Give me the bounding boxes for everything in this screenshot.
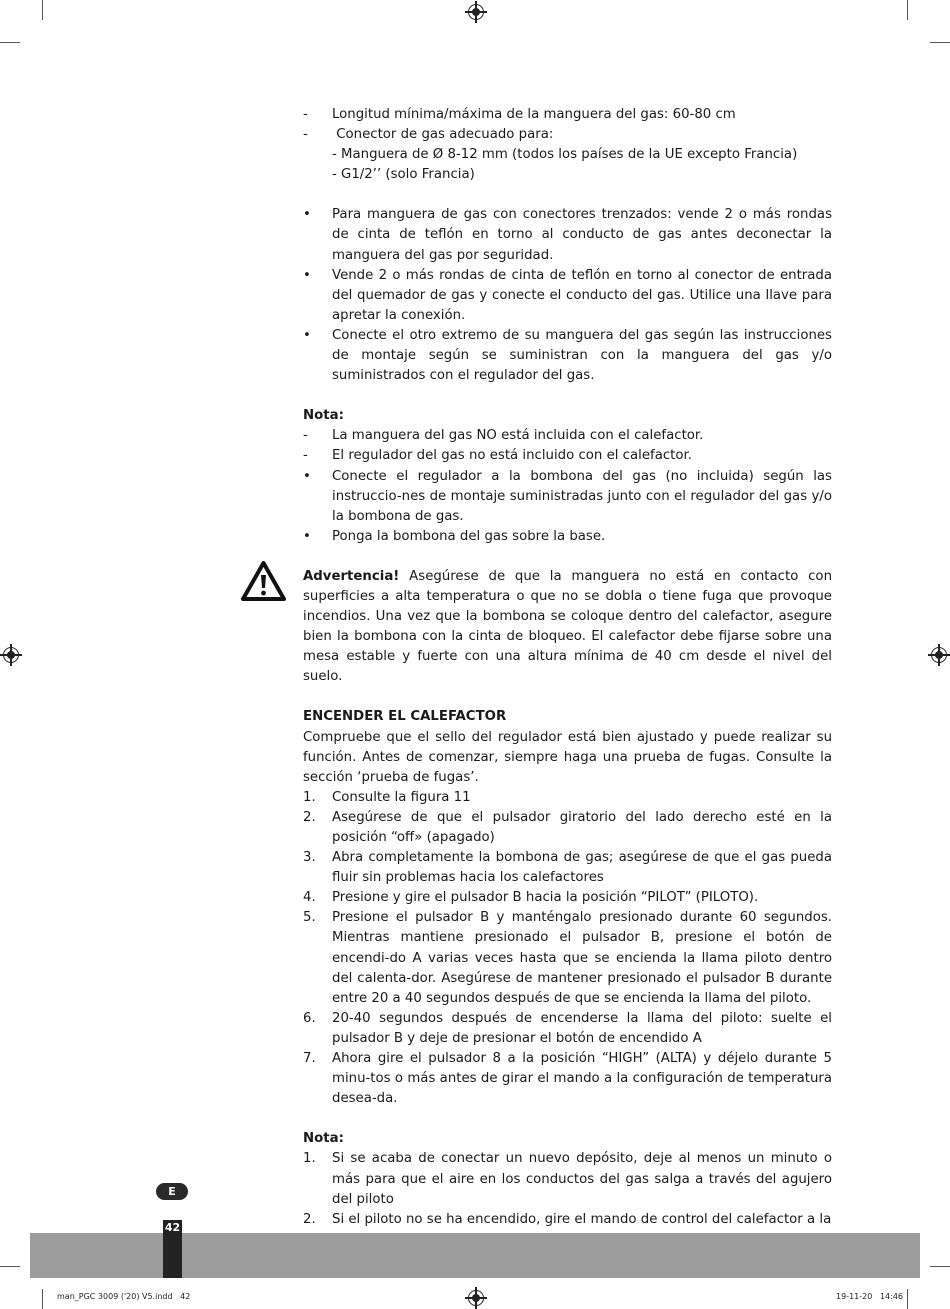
registration-mark-icon xyxy=(3,647,19,663)
crop-mark xyxy=(907,0,908,20)
crop-mark xyxy=(0,42,20,43)
footer-file-info: man_PGC 3009 ('20) V5.indd 42 xyxy=(57,1292,191,1301)
note-heading: Nota: xyxy=(303,408,344,424)
crop-mark xyxy=(907,1289,908,1309)
step-item: 1. Consulte la figura 11 xyxy=(303,789,471,805)
step-item: 2. Asegúrese de que el pulsador giratorio del lado derecho esté en la posición “off» (apagado) xyxy=(303,809,832,845)
registration-mark-icon xyxy=(931,647,947,663)
document-body xyxy=(303,105,832,1230)
note-item: 2. Si el piloto no se ha encendido, gire el mando de control del calefactor a la xyxy=(303,1211,832,1227)
step-item: 4. Presione y gire el pulsador B hacia la posición “PILOT” (PILOTO). xyxy=(303,890,759,906)
warning-triangle-icon xyxy=(240,560,287,602)
bullet-item: • Conecte el otro extremo de su manguera del gas según las instrucciones de montaje según se suministran con la manguera del gas y/o suministrados con el regulador del gas. xyxy=(303,327,832,384)
list-item: - Conector de gas adecuado para: xyxy=(303,127,554,143)
crop-mark xyxy=(930,1266,950,1267)
sub-list-item: - G1/2’’ (solo Francia) xyxy=(332,167,475,183)
registration-mark-icon xyxy=(468,1290,484,1306)
note-item: 1. Si se acaba de conectar un nuevo depósito, deje al menos un minuto o más para que el aire en los conductos del gas salga a través del agujero del piloto xyxy=(303,1151,832,1207)
note-item: - El regulador del gas no está incluido con el calefactor. xyxy=(303,448,692,464)
step-item: 7. Ahora gire el pulsador 8 a la posición “HIGH” (ALTA) y déjelo durante 5 minu-tos o más antes de girar el mando a la configuración de temperatura desea-da. xyxy=(303,1051,832,1107)
footer-datetime: 19-11-20 14:46 xyxy=(836,1292,903,1301)
note-heading: Nota: xyxy=(303,1131,344,1147)
list-item: - Longitud mínima/máxima de la manguera del gas: 60-80 cm xyxy=(303,107,736,122)
step-item: 6. 20-40 segundos después de encenderse la llama del piloto: suelte el pulsador B y deje de presionar el botón de encendido A xyxy=(303,1010,832,1046)
crop-mark xyxy=(0,1266,20,1267)
page-number: 42 xyxy=(164,1221,181,1234)
crop-mark xyxy=(42,1289,43,1309)
step-item: 5. Presione el pulsador B y manténgalo presionado durante 60 segundos. Mientras mantiene presionado el pulsador B, presione el botón de encendi-do A varias veces hasta que se encienda la llama piloto dentro del calenta-dor. Asegúrese de mantener presionado el pulsador B durante entre 20 a 40 segundos después de que se encienda la llama del piloto. xyxy=(303,910,832,1006)
section-intro: Compruebe que el sello del regulador está bien ajustado y puede realizar su función. Antes de comenzar, siempre haga una prueba de fugas. Consulte la sección ‘prueba de fugas’. xyxy=(303,729,832,785)
language-badge: E xyxy=(156,1183,188,1200)
warning-label: Advertencia! xyxy=(303,568,400,584)
bullet-item: • Para manguera de gas con conectores trenzados: vende 2 o más rondas de cinta de teflón en torno al conducto de gas antes deconectar la manguera del gas por seguridad. xyxy=(303,207,832,263)
note-item: • Ponga la bombona del gas sobre la base. xyxy=(303,528,606,544)
bullet-item: • Vende 2 o más rondas de cinta de teflón en torno al conector de entrada del quemador de gas y conecte el conducto del gas. Utilice una llave para apretar la conexión. xyxy=(303,267,832,323)
registration-mark-icon xyxy=(468,4,484,20)
section-heading: ENCENDER EL CALEFACTOR xyxy=(303,709,507,725)
warning-paragraph: Advertencia! Asegúrese de que la manguera no está en contacto con superficies a alta temperatura o que no se dobla o tiene fuga que provoque incendios. Una vez que la bombona se coloque dentro del calefactor, asegure bien la bombona con la cinta de bloqueo. El calefactor debe fijarse sobre una mesa estable y fuerte con una altura mínima de 40 cm desde el nivel del suelo. xyxy=(303,568,832,685)
crop-mark xyxy=(930,42,950,43)
note-item: - La manguera del gas NO está incluida con el calefactor. xyxy=(303,428,704,444)
sub-list-item: - Manguera de Ø 8-12 mm (todos los países de la UE excepto Francia) xyxy=(332,147,798,163)
note-item: • Conecte el regulador a la bombona del gas (no incluida) según las instruccio-nes de montaje suministradas junto con el regulador del gas y/o la bombona de gas. xyxy=(303,468,832,524)
step-item: 3. Abra completamente la bombona de gas; asegúrese de que el gas pueda fluir sin problemas hacia los calefactores xyxy=(303,850,832,886)
crop-mark xyxy=(42,0,43,20)
